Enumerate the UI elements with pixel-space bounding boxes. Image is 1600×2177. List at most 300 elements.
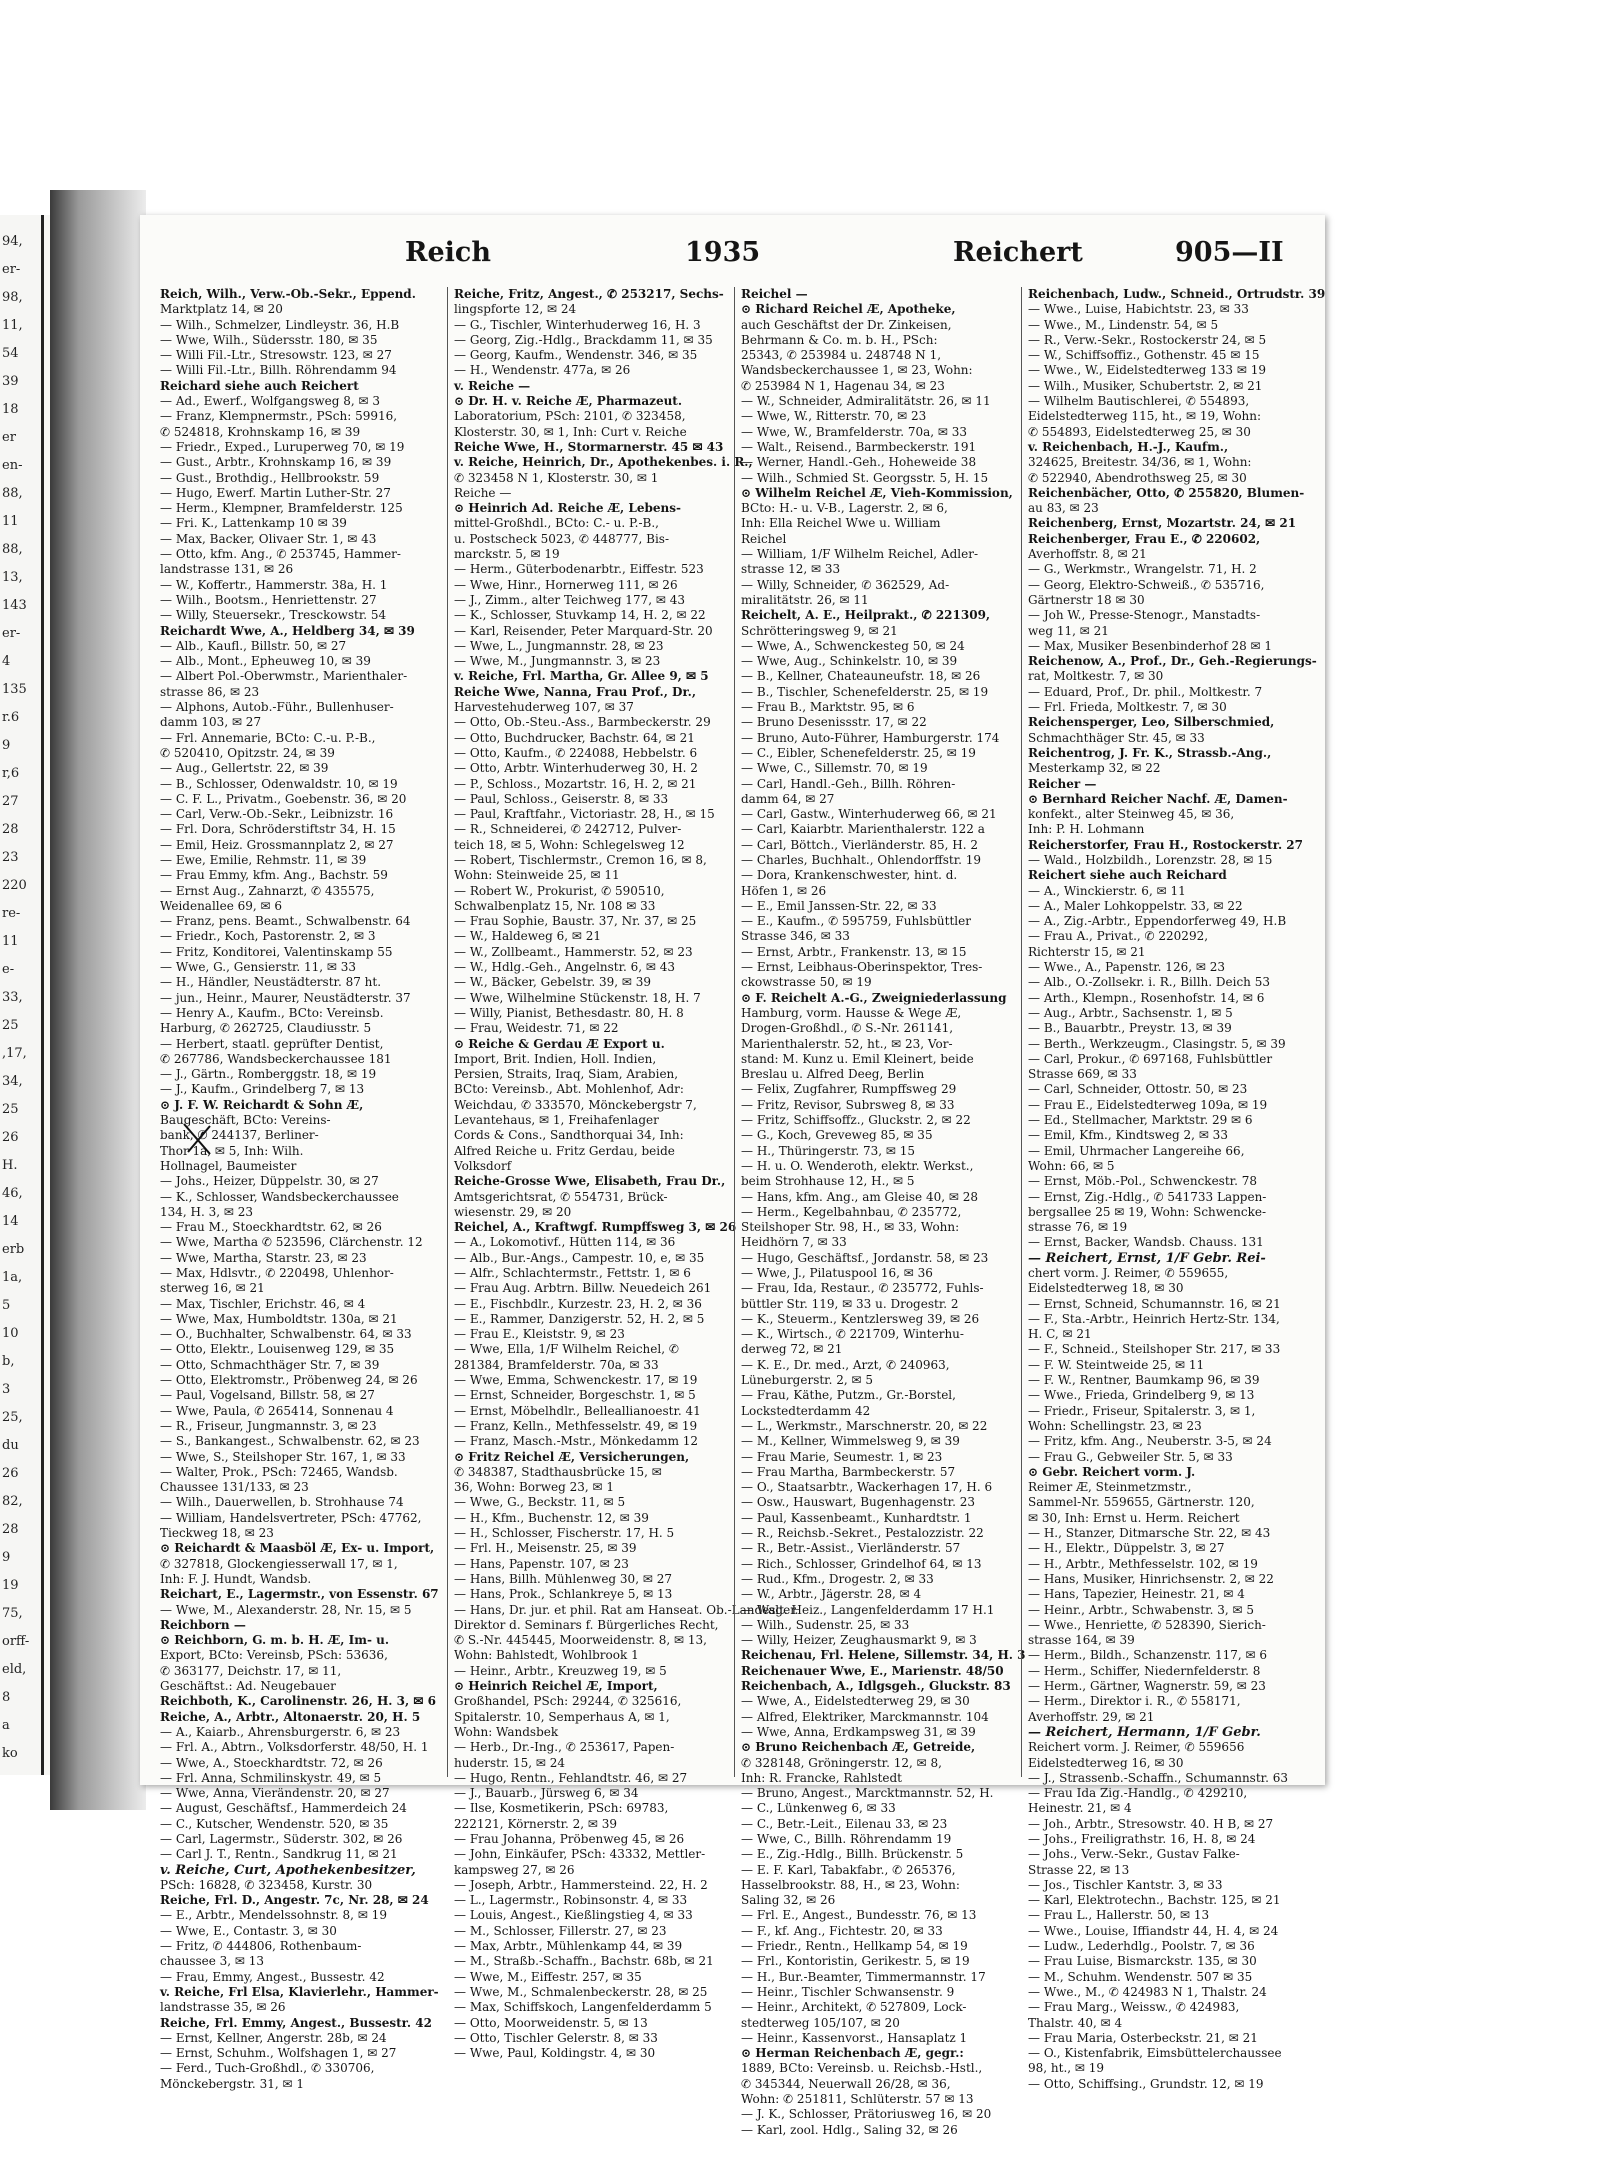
directory-entry: Schrötteringsweg 9, ✉ 21 [741, 623, 898, 638]
directory-entry: u. Postscheck 5023, ✆ 448777, Bis- [454, 531, 670, 546]
directory-entry: — Otto, kfm. Ang., ✆ 253745, Hammer- [160, 547, 401, 562]
directory-entry: ⊙ Heinrich Ad. Reiche Æ, Lebens- [454, 501, 681, 516]
directory-entry: — Frau Ida Zig.-Handlg., ✆ 429210, [1028, 1786, 1248, 1801]
directory-entry: — Ernst, Backer, Wandsb. Chauss. 131 [1028, 1235, 1264, 1250]
directory-entry: Heinestr. 21, ✉ 4 [1028, 1801, 1132, 1816]
directory-entry: Reichborn — [160, 1617, 246, 1632]
directory-entry: — Frau, Weidestr. 71, ✉ 22 [454, 1021, 619, 1036]
directory-entry: — Frau, Ida, Restaur., ✆ 235772, Fuhls- [741, 1281, 984, 1296]
directory-entry: — Willi Fil.-Ltr., Stresowstr. 123, ✉ 27 [160, 348, 392, 363]
previous-page-fragment: 3 [2, 1382, 11, 1397]
previous-page-fragment: erb [2, 1242, 25, 1257]
directory-entry: — K., Schlosser, Stuvkamp 14, H. 2, ✉ 22 [454, 608, 706, 623]
previous-page-fragment: 135 [2, 682, 27, 697]
previous-page-fragment: H. [2, 1158, 18, 1173]
directory-entry: — Otto, Elektr., Louisenweg 129, ✉ 35 [160, 1342, 395, 1357]
previous-page-fragment: er- [2, 626, 21, 641]
directory-entry: — Frl. Dora, Schröderstiftstr 34, H. 15 [160, 822, 396, 837]
directory-entry: — F., Schneid., Steilshoper Str. 217, ✉ 33 [1028, 1342, 1281, 1357]
directory-entry: — Max, Schiffskoch, Langenfelderdamm 5 [454, 2000, 712, 2015]
previous-page-fragment: 46, [2, 1186, 23, 1201]
directory-entry: v. Reiche, Frl Elsa, Klavierlehr., Hammer- [160, 1984, 439, 1999]
directory-entry: Reiche, Frl. D., Angestr. 7c, Nr. 28, ✉ 24 [160, 1893, 429, 1908]
directory-entry: Reichert siehe auch Reichard [1028, 868, 1227, 883]
directory-entry: — Paul, Kassenbeamt., Kunhardtstr. 1 [741, 1510, 972, 1525]
directory-entry: — Paul, Schloss., Geiserstr. 8, ✉ 33 [454, 791, 669, 806]
directory-entry: — Wwe., Louise, Iffiandstr 44, H. 4, ✉ 24 [1028, 1923, 1279, 1938]
directory-entry: ✆ 323458 N 1, Klosterstr. 30, ✉ 1 [454, 470, 659, 485]
previous-page-fragment: 33, [2, 990, 23, 1005]
directory-entry: — Alb., Mont., Epheuweg 10, ✉ 39 [160, 654, 371, 669]
directory-entry: — Frau Marg., Weissw., ✆ 424983, [1028, 2000, 1240, 2015]
directory-entry: — Carl, Verw.-Ob.-Sekr., Leibnizstr. 16 [160, 807, 394, 822]
directory-entry: — Rud., Kfm., Drogestr. 2, ✉ 33 [741, 1571, 934, 1586]
directory-entry: — E., Rammer, Danzigerstr. 52, H. 2, ✉ 5 [454, 1311, 705, 1326]
directory-entry: — K., Schlosser, Wandsbeckerchaussee [160, 1189, 399, 1204]
directory-entry: — Reichert, Ernst, 1/F Gebr. Rei- [1028, 1250, 1266, 1266]
directory-entry: — Wwe, Ella, 1/F Wilhelm Reichel, ✆ [454, 1342, 679, 1357]
previous-page-fragment: 75, [2, 1606, 23, 1621]
directory-entry: — Frau G., Gebweiler Str. 5, ✉ 33 [1028, 1449, 1233, 1464]
directory-entry: — Wwe, M., Schmalenbeckerstr. 28, ✉ 25 [454, 1984, 708, 1999]
directory-entry: — Eduard, Prof., Dr. phil., Moltkestr. 7 [1028, 684, 1263, 699]
directory-entry: — Friedr., Rentn., Hellkamp 54, ✉ 19 [741, 1939, 968, 1954]
directory-entry: — Ernst, Zig.-Hdlg., ✆ 541733 Lappen- [1028, 1189, 1267, 1204]
directory-entry: — Carl, Prokur., ✆ 697168, Fuhlsbüttler [1028, 1051, 1273, 1066]
directory-entry: — Fritz, Schiffsoffz., Gluckstr. 2, ✉ 22 [741, 1113, 971, 1128]
column-4 [1021, 287, 1326, 2091]
previous-page-fragment: 143 [2, 598, 27, 613]
directory-entry: — Otto, Ob.-Steu.-Ass., Barmbeckerstr. 29 [454, 715, 711, 730]
directory-entry: — R., Reichsb.-Sekret., Pestalozzistr. 22 [741, 1526, 984, 1541]
previous-page-fragment: 11, [2, 318, 23, 333]
previous-page-fragment: 26 [2, 1130, 19, 1145]
directory-entry: — Hans, Dr. jur. et phil. Rat am Hanseat. Ob.-Landesger. [454, 1602, 799, 1617]
directory-entry: ckowstrasse 50, ✉ 19 [741, 975, 872, 990]
previous-page-fragment: 54 [2, 346, 19, 361]
directory-entry: — Otto, Moorweidenstr. 5, ✉ 13 [454, 2015, 648, 2030]
previous-page-edge [0, 215, 50, 1775]
directory-entry: — Hugo, Rentn., Fehlandtstr. 46, ✉ 27 [454, 1770, 688, 1785]
directory-entry: — Wwe, Martha, Starstr. 23, ✉ 23 [160, 1250, 367, 1265]
header-page-number: 905—II [1175, 237, 1284, 268]
directory-entry: Hollnagel, Baumeister [160, 1158, 297, 1173]
directory-entry: Breslau u. Alfred Deeg, Berlin [741, 1067, 925, 1082]
directory-entry: ✆ 328148, Gröningerstr. 12, ✉ 8, [741, 1755, 942, 1770]
directory-entry: rat, Moltkestr. 7, ✉ 30 [1028, 669, 1164, 684]
directory-entry: — Wilh., Schmelzer, Lindleystr. 36, H.B [160, 317, 400, 332]
directory-entry: — C. F. L., Privatm., Goebenstr. 36, ✉ 20 [160, 791, 407, 806]
directory-entry: — Fritz, Revisor, Subrsweg 8, ✉ 33 [741, 1097, 955, 1112]
directory-entry: weg 11, ✉ 21 [1028, 623, 1109, 638]
directory-entry: ✆ 267786, Wandsbeckerchaussee 181 [160, 1051, 392, 1066]
previous-page-fragment: orff- [2, 1634, 30, 1649]
directory-entry: Großhandel, PSch: 29244, ✆ 325616, [454, 1694, 682, 1709]
directory-entry: — Robert W., Prokurist, ✆ 590510, [454, 883, 665, 898]
previous-page-fragment: e- [2, 962, 15, 977]
directory-entry: — Franz, Klempnermstr., PSch: 59916, [160, 409, 398, 424]
directory-entry: — F. W., Rentner, Baumkamp 96, ✉ 39 [1028, 1373, 1260, 1388]
directory-entry: — O., Staatsarbtr., Wackerhagen 17, H. 6 [741, 1480, 993, 1495]
directory-entry: ✆ 554893, Eidelstedterweg 25, ✉ 30 [1028, 424, 1251, 439]
directory-entry: — Bruno, Angest., Marcktmannstr. 52, H. [741, 1786, 994, 1801]
directory-entry: BCto: H.- u. V-B., Lagerstr. 2, ✉ 6, [741, 501, 948, 516]
directory-entry: lingspforte 12, ✉ 24 [454, 302, 577, 317]
directory-entry: — Paul, Kraftfahr., Victoriastr. 28, H., ✉ 15 [454, 807, 715, 822]
directory-entry: Höfen 1, ✉ 26 [741, 883, 827, 898]
directory-entry: — Frau Aug. Arbtrn. Billw. Neuedeich 261 [454, 1281, 712, 1296]
directory-entry: — Robert, Tischlermstr., Cremon 16, ✉ 8, [454, 852, 707, 867]
directory-entry: — M., Schlosser, Fillerstr. 27, ✉ 23 [454, 1923, 667, 1938]
directory-entry: — Ad., Ewerf., Wolfgangsweg 8, ✉ 3 [160, 394, 380, 409]
previous-page-fragment: 25 [2, 1018, 19, 1033]
directory-entry: chaussee 3, ✉ 13 [160, 1954, 265, 1969]
directory-entry: Reichel, A., Kraftwgf. Rumpffsweg 3, ✉ 26 [454, 1220, 737, 1235]
directory-entry: — Willy, Steuersekr., Tresckowstr. 54 [160, 608, 387, 623]
directory-entry: Reichenbach, Ludw., Schneid., Ortrudstr. 39 [1028, 287, 1326, 301]
directory-entry: — W., Arbtr., Jägerstr. 28, ✉ 4 [741, 1587, 922, 1602]
directory-entry: — J. K., Schlosser, Prätoriusweg 16, ✉ 20 [741, 2107, 992, 2122]
directory-entry: Strasse 22, ✉ 13 [1028, 1862, 1130, 1877]
directory-entry: — Wilh., Sudenstr. 25, ✉ 33 [741, 1617, 910, 1632]
directory-entry: ⊙ Reichardt & Maasböl Æ, Ex- u. Import, [160, 1541, 435, 1556]
directory-entry: Eidelstedterweg 115, ht., ✉ 19, Wohn: [1028, 409, 1262, 424]
directory-entry: Reimer Æ, Steinmetzmstr., [1028, 1480, 1192, 1495]
directory-entry: bank, ✆ 244137, Berliner- [160, 1128, 319, 1143]
directory-entry: ✆ 363177, Deichstr. 17, ✉ 11, [160, 1663, 342, 1678]
previous-page-fragment: 14 [2, 1214, 19, 1229]
directory-entry: 134, H. 3, ✉ 23 [160, 1204, 254, 1219]
directory-entry: — Carl, Lagermstr., Süderstr. 302, ✉ 26 [160, 1831, 403, 1846]
directory-entry: — Hans, kfm. Ang., am Gleise 40, ✉ 28 [741, 1189, 979, 1204]
directory-entry: — H., Wendenstr. 477a, ✉ 26 [454, 363, 631, 378]
directory-entry: — Wwe, J., Pilatuspool 16, ✉ 36 [741, 1266, 933, 1280]
directory-entry: — Wwe., M., ✆ 424983 N 1, Thalstr. 24 [1028, 1984, 1267, 1999]
directory-entry: — Wilhelm Bautischlerei, ✆ 554893, [1028, 394, 1250, 409]
previous-page-fragment: 220 [2, 878, 27, 893]
previous-page-fragment: 28 [2, 1522, 19, 1537]
directory-entry: strasse 86, ✉ 23 [160, 684, 260, 699]
directory-entry: — Herm., Bildh., Schanzenstr. 117, ✉ 6 [1028, 1648, 1268, 1663]
directory-entry: — Hans, Prok., Schlankreye 5, ✉ 13 [454, 1587, 673, 1602]
directory-entry: Reichentrog, J. Fr. K., Strassb.-Ang., [1028, 745, 1272, 760]
directory-entry: — Wwe, G., Beckstr. 11, ✉ 5 [454, 1495, 626, 1510]
directory-entry: Inh: Ella Reichel Wwe u. William [741, 516, 941, 531]
directory-entry: — Otto, Schiffsing., Grundstr. 12, ✉ 19 [1028, 2076, 1264, 2091]
directory-entry: ⊙ Gebr. Reichert vorm. J. [1028, 1464, 1196, 1479]
directory-entry: — Wilh., Musiker, Schubertstr. 2, ✉ 21 [1028, 378, 1263, 393]
directory-entry: — Osw., Hauswart, Bugenhagenstr. 23 [741, 1495, 975, 1510]
directory-entry: — Joh W., Presse-Stenogr., Manstadts- [1028, 608, 1261, 623]
directory-entry: BCto: Vereinsb., Abt. Mohlenhof, Adr: [454, 1082, 684, 1097]
previous-page-fragment: er [2, 430, 16, 445]
directory-entry: — Georg, Kaufm., Wendenstr. 346, ✉ 35 [454, 348, 698, 363]
directory-entry: — Frau L., Hallerstr. 50, ✉ 13 [1028, 1908, 1210, 1923]
directory-entry: — Max, Musiker Besenbinderhof 28 ✉ 1 [1028, 638, 1273, 653]
directory-entry: — E. F. Karl, Tabakfabr., ✆ 265376, [741, 1862, 956, 1877]
previous-page-fragment: 5 [2, 1298, 11, 1313]
directory-entry: — Reichert, Hermann, 1/F Gebr. [1028, 1724, 1261, 1740]
directory-entry: — Dora, Krankenschwester, hint. d. [741, 868, 958, 883]
directory-entry: — Louis, Angest., Kießlingstieg 4, ✉ 33 [454, 1908, 693, 1923]
directory-entry: derweg 72, ✉ 21 [741, 1342, 843, 1357]
directory-entry: Spitalerstr. 10, Semperhaus A, ✉ 1, [454, 1709, 670, 1724]
header-year: 1935 [685, 237, 761, 268]
directory-entry: damm 64, ✉ 27 [741, 791, 835, 806]
previous-page-fragment: 4 [2, 654, 11, 669]
previous-page-fragment: 39 [2, 374, 19, 389]
directory-entry: — Fritz, kfm. Ang., Neuberstr. 3-5, ✉ 24 [1028, 1434, 1272, 1449]
directory-entry: — Rich., Schlosser, Grindelhof 64, ✉ 13 [741, 1556, 982, 1571]
previous-page-fragment: ,17, [2, 1046, 27, 1061]
directory-entry: Drogen-Großhdl., ✆ S.-Nr. 261141, [741, 1021, 954, 1036]
directory-entry: — Frl. Annemarie, BCto: C.-u. P.-B., [160, 730, 376, 745]
directory-entry: — Ernst, Möb.-Pol., Schwenckestr. 78 [1028, 1174, 1257, 1189]
directory-entry: Mönckebergstr. 31, ✉ 1 [160, 2076, 304, 2091]
previous-page-fragment: 26 [2, 1466, 19, 1481]
directory-entry: — Joseph, Arbtr., Hammersteind. 22, H. 2 [454, 1877, 708, 1892]
directory-entry: — Herm., Kegelbahnbau, ✆ 235772, [741, 1204, 962, 1219]
directory-entry: — William, 1/F Wilhelm Reichel, Adler- [741, 547, 978, 562]
directory-entry: — Wwe, A., Stoeckhardtstr. 72, ✉ 26 [160, 1755, 383, 1770]
directory-entry: — C., Kutscher, Wendenstr. 520, ✉ 35 [160, 1816, 389, 1831]
directory-entry: — H., Stanzer, Ditmarsche Str. 22, ✉ 43 [1028, 1526, 1271, 1541]
directory-entry: — Alb., O.-Zollsekr. i. R., Billh. Deich 53 [1028, 975, 1270, 990]
directory-entry: — Ilse, Kosmetikerin, PSch: 69783, [454, 1801, 669, 1816]
directory-entry: Heidhörn 7, ✉ 33 [741, 1235, 847, 1250]
previous-page-fragment: 19 [2, 1578, 19, 1593]
directory-entry: — Hugo, Ewerf. Martin Luther-Str. 27 [160, 485, 391, 500]
directory-entry: — Frau Luise, Bismarckstr. 135, ✉ 30 [1028, 1954, 1257, 1969]
directory-entry: — Carl J. T., Rentn., Sandkrug 11, ✉ 21 [160, 1847, 398, 1862]
directory-entry: Marienthalerstr. 52, ht., ✉ 23, Vor- [741, 1036, 953, 1051]
directory-entry: Levantehaus, ✉ 1, Freihafenlager [454, 1113, 659, 1128]
previous-page-fragment: 34, [2, 1074, 23, 1089]
directory-entry: — J., Zimm., alter Teichweg 177, ✉ 43 [454, 592, 685, 607]
directory-entry: — Wwe, M., Jungmannstr. 3, ✉ 23 [454, 654, 661, 669]
directory-entry: Reichenbächer, Otto, ✆ 255820, Blumen- [1028, 485, 1305, 500]
directory-entry: ✆ S.-Nr. 445445, Moorweidenstr. 8, ✉ 13, [454, 1633, 707, 1648]
directory-entry: — Wwe, S., Steilshoper Str. 167, 1, ✉ 33 [160, 1449, 406, 1464]
directory-entry: Strasse 669, ✉ 33 [1028, 1067, 1137, 1082]
directory-entry: damm 103, ✉ 27 [160, 715, 262, 730]
directory-entry: — Frl. A., Abtrn., Volksdorferstr. 48/50, H. 1 [160, 1740, 429, 1755]
directory-entry: — Wwe, L., Jungmannstr. 28, ✉ 23 [454, 638, 664, 653]
directory-entry: Eidelstedterweg 16, ✉ 30 [1028, 1755, 1184, 1770]
directory-entry: Inh: R. Francke, Rahlstedt [741, 1770, 903, 1785]
directory-entry: — Frl. E., Angest., Bundesstr. 76, ✉ 13 [741, 1908, 977, 1923]
directory-entry: — Alb., Bur.-Angs., Campestr. 10, e, ✉ 35 [454, 1250, 705, 1265]
directory-entry: — O., Buchhalter, Schwalbenstr. 64, ✉ 33 [160, 1327, 412, 1342]
directory-entry: auch Geschäftst der Dr. Zinkeisen, [741, 317, 952, 332]
directory-entry: — Frau Marie, Seumestr. 1, ✉ 23 [741, 1449, 943, 1464]
directory-entry: Hamburg, vorm. Hausse & Wege Æ, [741, 1005, 962, 1020]
directory-entry: — Emil, Heiz. Grossmannplatz 2, ✉ 27 [160, 837, 394, 852]
book-binding [50, 190, 146, 1810]
directory-entry: — Wwe, M., Eiffestr. 257, ✉ 35 [454, 1969, 642, 1984]
directory-entry: — Alphons, Autob.-Führ., Bullenhuser- [160, 700, 394, 715]
directory-entry: landstrasse 131, ✉ 26 [160, 562, 294, 577]
directory-entry: — Paul, Vogelsand, Billstr. 58, ✉ 27 [160, 1388, 375, 1403]
directory-entry: ✆ 348387, Stadthausbrücke 15, ✉ [454, 1464, 662, 1479]
directory-entry: — Aug., Gellertstr. 22, ✉ 39 [160, 761, 329, 776]
directory-entry: huderstr. 15, ✉ 24 [454, 1755, 566, 1770]
directory-entry: — Frau E., Eidelstedterweg 109a, ✉ 19 [1028, 1097, 1268, 1112]
directory-entry: — Frau, Käthe, Putzm., Gr.-Borstel, [741, 1388, 956, 1403]
previous-page-fragment: re- [2, 906, 21, 921]
previous-page-fragment: er- [2, 262, 21, 277]
page-edge-shadow [41, 215, 44, 1775]
directory-entry: — Willy, Heizer, Zeughausmarkt 9, ✉ 3 [741, 1633, 977, 1648]
directory-entry: — Wwe, G., Gensierstr. 11, ✉ 33 [160, 960, 357, 975]
directory-entry: — L., Werkmstr., Marschnerstr. 20, ✉ 22 [741, 1418, 988, 1433]
directory-entry: — Ernst, Schneid, Schumannstr. 16, ✉ 21 [1028, 1296, 1281, 1311]
column-3 [734, 287, 1026, 2137]
previous-page-fragment: ko [2, 1746, 18, 1761]
directory-entry: — Otto, Elektromstr., Pröbenweg 24, ✉ 26 [160, 1373, 418, 1388]
previous-page-fragment: 94, [2, 234, 23, 249]
directory-entry: — Ed., Stellmacher, Marktstr. 29 ✉ 6 [1028, 1113, 1253, 1128]
directory-entry: — J., Bauarb., Jürsweg 6, ✉ 34 [454, 1786, 639, 1801]
directory-entry: — Bruno Desenissstr. 17, ✉ 22 [741, 715, 927, 730]
directory-entry: Behrmann & Co. m. b. H., PSch: [741, 332, 938, 347]
directory-entry: Wohn: Schellingstr. 23, ✉ 23 [1028, 1418, 1202, 1433]
directory-entry: — C., Lünkenweg 6, ✉ 33 [741, 1801, 896, 1816]
directory-entry: — K., Steuerm., Kentzlersweg 39, ✉ 26 [741, 1311, 980, 1326]
directory-entry: — Otto, Kaufm., ✆ 224088, Hebbelstr. 6 [454, 745, 698, 760]
previous-page-fragment: 82, [2, 1494, 23, 1509]
directory-entry: — Herbert, staatl. geprüfter Dentist, [160, 1036, 384, 1051]
directory-entry: — Franz, Kelln., Methfesselstr. 49, ✉ 19 [454, 1418, 698, 1433]
directory-entry: — jun., Heinr., Maurer, Neustädterstr. 37 [160, 990, 411, 1005]
directory-entry: — Wwe, A., Eidelstedterweg 29, ✉ 30 [741, 1694, 970, 1709]
directory-entry: — Albert Pol.-Oberwmstr., Marienthaler- [160, 669, 408, 684]
directory-entry: — W., Schneider, Admiralitätstr. 26, ✉ 11 [741, 394, 991, 409]
directory-entry: — Hugo, Geschäftsf., Jordanstr. 58, ✉ 23 [741, 1250, 989, 1265]
directory-entry: Reiche, A., Arbtr., Altonaerstr. 20, H. 5 [160, 1709, 421, 1724]
directory-entry: Reiche-Grosse Wwe, Elisabeth, Frau Dr., [454, 1174, 726, 1189]
directory-entry: Inh: P. H. Lohmann [1028, 822, 1145, 837]
directory-entry: — Wwe, Hinr., Hornerweg 111, ✉ 26 [454, 577, 678, 592]
directory-entry: Mesterkamp 32, ✉ 22 [1028, 761, 1161, 776]
directory-entry: — William, Handelsvertreter, PSch: 47762, [160, 1510, 422, 1525]
directory-entry: — Wilh., Dauerwellen, b. Strohhause 74 [160, 1495, 404, 1510]
directory-entry: Marktplatz 14, ✉ 20 [160, 302, 283, 317]
directory-entry: Reichboth, K., Carolinenstr. 26, H. 3, ✉ 6 [160, 1694, 436, 1709]
directory-entry: — Ludw., Lederhdlg., Poolstr. 7, ✉ 36 [1028, 1939, 1255, 1954]
directory-entry: — Frau Maria, Osterbeckstr. 21, ✉ 21 [1028, 2030, 1258, 2045]
directory-entry: — Frau Sophie, Baustr. 37, Nr. 37, ✉ 25 [454, 914, 697, 929]
directory-entry: — Herm., Klempner, Bramfelderstr. 125 [160, 501, 403, 516]
directory-entry: Persien, Straits, Iraq, Siam, Arabien, [454, 1067, 679, 1082]
directory-entry: miralitätstr. 26, ✉ 11 [741, 592, 869, 607]
directory-entry: Reichardt Wwe, A., Heldberg 34, ✉ 39 [160, 623, 415, 638]
previous-page-fragment: r.6 [2, 710, 20, 725]
directory-entry: — Henry A., Kaufm., BCto: Vereinsb. [160, 1005, 384, 1020]
directory-entry: büttler Str. 119, ✉ 33 u. Drogestr. 2 [741, 1296, 959, 1311]
previous-page-fragment: 25, [2, 1410, 23, 1425]
directory-entry: — Frau B., Marktstr. 95, ✉ 6 [741, 700, 915, 715]
directory-entry: Sammel-Nr. 559655, Gärtnerstr. 120, [1028, 1495, 1255, 1510]
directory-page [140, 215, 1326, 2137]
directory-entry: — H., Thüringerstr. 73, ✉ 15 [741, 1143, 916, 1158]
directory-entry: Wohn: Wandsbek [454, 1724, 559, 1739]
directory-entry: — Herb., Dr.-Ing., ✆ 253617, Papen- [454, 1740, 675, 1755]
directory-entry: — Ewe, Emilie, Rehmstr. 11, ✉ 39 [160, 852, 367, 867]
directory-entry: Geschäftst.: Ad. Neugebauer [160, 1679, 336, 1694]
directory-entry: — Frl. Anna, Schmilinskystr. 49, ✉ 5 [160, 1770, 382, 1785]
directory-entry: sterweg 16, ✉ 21 [160, 1281, 265, 1296]
directory-entry: Wandsbeckerchaussee 1, ✉ 23, Wohn: [741, 363, 973, 378]
directory-entry: stand: M. Kunz u. Emil Kleinert, beide [741, 1051, 974, 1066]
directory-entry: — Max, Hdlsvtr., ✆ 220498, Uhlenhor- [160, 1266, 394, 1280]
directory-entry: — Frl. Frieda, Moltkestr. 7, ✉ 30 [1028, 700, 1227, 715]
previous-page-fragment: du [2, 1438, 19, 1453]
directory-entry: Reichel — [741, 287, 808, 301]
directory-entry: Saling 32, ✉ 26 [741, 1893, 836, 1908]
directory-entry: bergsallee 25 ✉ 19, Wohn: Schwencke- [1028, 1204, 1267, 1219]
directory-entry: ✉ 30, Inh: Ernst u. Herm. Reichert [1028, 1510, 1240, 1525]
directory-entry: beim Strohhause 12, H., ✉ 5 [741, 1174, 915, 1189]
directory-entry: 1889, BCto: Vereinsb. u. Reichsb.-Hstl., [741, 2061, 983, 2076]
directory-entry: — Friedr., Friseur, Spitalerstr. 3, ✉ 1, [1028, 1403, 1256, 1418]
directory-entry: — Max, Tischler, Erichstr. 46, ✉ 4 [160, 1296, 366, 1311]
directory-entry: — Herm., Direktor i. R., ✆ 558171, [1028, 1694, 1241, 1709]
directory-entry: — J., Gärtn., Romberggstr. 18, ✉ 19 [160, 1067, 377, 1082]
directory-entry: — W., Haldeweg 6, ✉ 21 [454, 929, 602, 944]
directory-entry: — Johs., Verw.-Sekr., Gustav Falke- [1028, 1847, 1240, 1862]
directory-entry: — Aug., Arbtr., Sachsenstr. 1, ✉ 5 [1028, 1005, 1233, 1020]
directory-entry: Export, BCto: Vereinsb, PSch: 53636, [160, 1648, 388, 1663]
directory-entry: — Franz, Masch.-Mstr., Mönkedamm 12 [454, 1434, 699, 1449]
directory-entry: — B., Bauarbtr., Preystr. 13, ✉ 39 [1028, 1021, 1232, 1036]
directory-entry: — B., Kellner, Chateauneufstr. 18, ✉ 26 [741, 669, 981, 684]
directory-entry: — Friedr., Exped., Luruperweg 70, ✉ 19 [160, 439, 405, 454]
directory-entry: — Wald., Holzbildh., Lorenzstr. 28, ✉ 15 [1028, 852, 1273, 867]
directory-entry: — Georg, Elektro-Schweiß., ✆ 535716, [1028, 577, 1265, 592]
directory-entry: — Ernst, Schuhm., Wolfshagen 1, ✉ 27 [160, 2046, 397, 2061]
directory-entry: — Heinr., Arbtr., Schwabenstr. 3, ✉ 5 [1028, 1602, 1254, 1617]
directory-entry: au 83, ✉ 23 [1028, 501, 1099, 516]
directory-entry: — Ernst, Kellner, Angerstr. 28b, ✉ 24 [160, 2030, 387, 2045]
previous-page-fragment: 18 [2, 402, 19, 417]
directory-entry: — Wwe, Anna, Erdkampsweg 31, ✉ 39 [741, 1724, 976, 1739]
directory-entry: — Wwe, C., Sillemstr. 70, ✉ 19 [741, 761, 928, 776]
column-1 [160, 287, 439, 2091]
directory-columns [160, 287, 1326, 2137]
directory-entry: — H., Schlosser, Fischerstr. 17, H. 5 [454, 1526, 675, 1541]
directory-entry: — M., Kellner, Wimmelsweg 9, ✉ 39 [741, 1434, 960, 1449]
directory-entry: — John, Einkäufer, PSch: 43332, Mettler- [454, 1847, 706, 1862]
directory-entry: — W., Schiffsoffiz., Gothenstr. 45 ✉ 15 [1028, 348, 1260, 363]
directory-entry: — E., Zig.-Hdlg., Billh. Brückenstr. 5 [741, 1847, 964, 1862]
directory-entry: — G., Werkmstr., Wrangelstr. 71, H. 2 [1028, 562, 1257, 577]
directory-entry: Weidenallee 69, ✉ 6 [160, 898, 283, 913]
directory-entry: v. Reiche, Frl. Martha, Gr. Allee 9, ✉ 5 [454, 669, 709, 684]
handwritten-cross-mark [180, 1120, 220, 1160]
directory-entry: Strasse 346, ✉ 33 [741, 929, 850, 944]
directory-entry: Averhoffstr. 29, ✉ 21 [1028, 1709, 1155, 1724]
directory-entry: Thalstr. 40, ✉ 4 [1028, 2015, 1123, 2030]
directory-entry: v. Reichenbach, H.-J., Kaufm., [1028, 439, 1229, 454]
directory-entry: — Herm., Schiffer, Niedernfelderstr. 8 [1028, 1663, 1261, 1678]
directory-entry: 281384, Bramfelderstr. 70a, ✉ 33 [454, 1357, 659, 1372]
directory-entry: — E., Fischbdlr., Kurzestr. 23, H. 2, ✉ 36 [454, 1296, 702, 1311]
directory-entry: 25343, ✆ 253984 u. 248748 N 1, [741, 348, 942, 363]
directory-entry: Wohn: Steinweide 25, ✉ 11 [454, 868, 620, 883]
directory-entry: — Ernst Aug., Zahnarzt, ✆ 435575, [160, 883, 375, 898]
directory-entry: — J., Strassenb.-Schaffn., Schumannstr. 63 [1028, 1770, 1288, 1785]
